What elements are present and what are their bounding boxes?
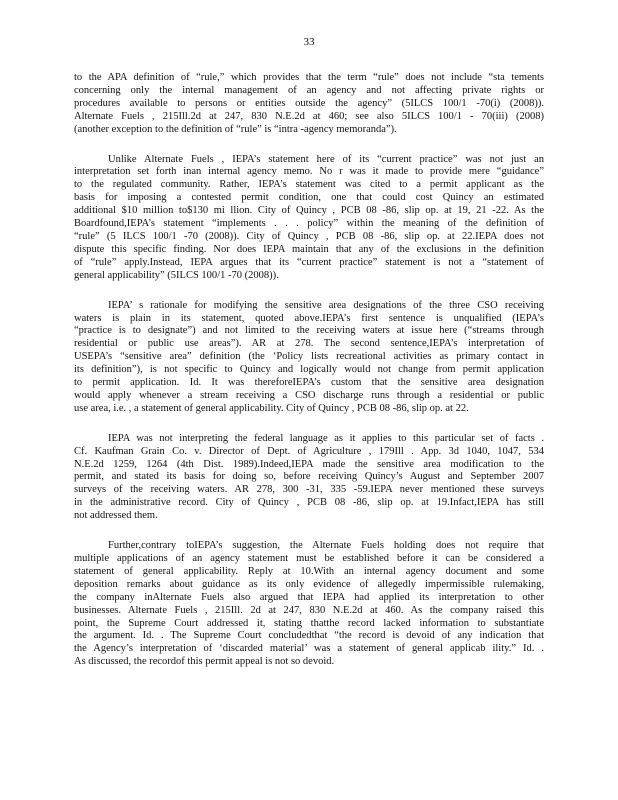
text-line: additional $10 million to$130 mi llion. City of Quincy , PCB 08 -86, slip op. at 19, 21 -22. As the: [74, 205, 544, 217]
text-line: IEPA was not interpreting the federal language as it applies to this particular set of facts .: [108, 432, 544, 444]
text-line: the company inAlternate Fuels also argued that IEPA had applied its interpretation to other: [74, 591, 544, 603]
text-line: Unlike Alternate Fuels , IEPA’s statement here of its “current practice” was not just an: [108, 153, 544, 165]
paragraph-3: [74, 300, 544, 416]
text-line: to the APA definition of “rule,” which provides that the term “rule” does not include “sta tements: [74, 72, 544, 83]
text-line: procedures available to persons or entities outside the agency” (5ILCS 100/1 -70(i) (2008)).: [74, 97, 544, 109]
text-line: the argument. Id. . The Supreme Court concludedthat “the record is devoid of any indication that: [74, 630, 544, 642]
text-line: permit, and stated its basis for doing so, before receiving Quincy’s August and September 2007: [74, 471, 544, 483]
text-line: businesses. Alternate Fuels , 215Ill. 2d at 247, 830 N.E.2d at 460. As the company raised this: [74, 604, 544, 616]
text-line: interpretation set forth inan internal agency memo. No r was it made to provide mere “guidance”: [74, 166, 544, 178]
text-line: “rule” (5 ILCS 100/1 -70 (2008)). City of Quincy , PCB 08 -86, slip op. at 22.IEPA does not: [74, 230, 544, 242]
text-line: surveys of the receiving waters. AR 278, 300 -31, 335 -59.IEPA never mentioned these surveys: [74, 484, 544, 496]
text-line: USEPA’s “sensitive area” definition (the ‘Policy lists recreational activities as primary contact in: [74, 351, 544, 363]
text-line: “practice is to designate”) and not limited to the receiving waters at issue here (“streams through: [74, 325, 544, 337]
text-line: Boardfound,IEPA’s statement “implements . . . policy” within the meaning of the definition of: [74, 218, 544, 230]
paragraph-5: [74, 540, 544, 669]
text-line: IEPA’ s rationale for modifying the sensitive area designations of the three CSO receiving: [108, 299, 544, 311]
text-line: would apply whenever a stream receiving a CSO discharge runs through a residential or public: [74, 389, 544, 401]
text-line: basis for imposing a contested permit condition, one that could cost Quincy an estimated: [74, 192, 544, 204]
text-line: general applicability” (5ILCS 100/1 -70 (2008)).: [74, 269, 279, 281]
text-line: Further,contrary toIEPA’s suggestion, the Alternate Fuels holding does not require that: [108, 540, 544, 552]
text-line: statement of general applicability. Reply at 10.With an internal agency document and some: [74, 565, 544, 577]
text-line: N.E.2d 1259, 1264 (4th Dist. 1989).Indeed,IEPA made the sensitive area modification to the: [74, 458, 544, 470]
paragraph-1: [74, 72, 544, 137]
paragraph-2: [74, 154, 544, 283]
text-line: Alternate Fuels , 215Ill.2d at 247, 830 N.E.2d at 460; see also 5ILCS 100/1 - 70(iii) (2008): [74, 110, 544, 122]
text-line: deposition remarks about guidance as its only evidence of allegedly impermissible rulemaking,: [74, 578, 544, 590]
document-body: [74, 72, 544, 686]
text-line: residential or public use areas”). AR at 278. The second sentence,IEPA’s interpretation of: [74, 338, 544, 350]
paragraph-4: [74, 433, 544, 523]
text-line: its definition”), is not specific to Quincy and logically would not change from permit application: [74, 364, 544, 376]
text-line: multiple applications of an agency statement must be established before it can be considered a: [74, 553, 544, 564]
text-line: As discussed, the recordof this permit appeal is not so devoid.: [74, 656, 335, 668]
text-line: Cf. Kaufman Grain Co. v. Director of Dept. of Agriculture , 179Ill . App. 3d 1040, 1047, 534: [74, 445, 544, 457]
text-line: (another exception to the definition of “rule” is “intra -agency memoranda”).: [74, 123, 397, 135]
text-line: the Agency’s interpretation of ‘discarded material’ was a statement of general applicab ility.” Id. .: [74, 643, 544, 655]
text-line: dispute this specific finding. Nor does IEPA maintain that any of the exclusions in the definition: [74, 243, 544, 255]
text-line: not addressed them.: [74, 510, 158, 522]
text-line: concerning only the internal management of an agency and not affecting private rights or: [74, 84, 544, 96]
text-line: to the regulated community. Rather, IEPA’s statement was cited to a permit applicant as the: [74, 179, 544, 191]
text-line: to permit application. Id. It was thereforeIEPA’s custom that the sensitive area designation: [74, 377, 544, 389]
page-number: 33: [303, 36, 315, 48]
text-line: of “rule” apply.Instead, IEPA argues that its “current practice” statement is not a “statement of: [74, 256, 544, 268]
text-line: point, the Supreme Court addressed it, stating thatthe record lacked information to substantiate: [74, 617, 544, 629]
text-line: use area, i.e. , a statement of general applicability. City of Quincy , PCB 08 -86, slip op. at 22.: [74, 402, 469, 414]
text-line: waters is plain in its statement, quoted above.IEPA’s first sentence is unqualified (IEPA’s: [74, 312, 544, 324]
text-line: in the administrative record. City of Quincy , PCB 08 -86, slip op. at 19.Infact,IEPA has still: [74, 497, 544, 509]
